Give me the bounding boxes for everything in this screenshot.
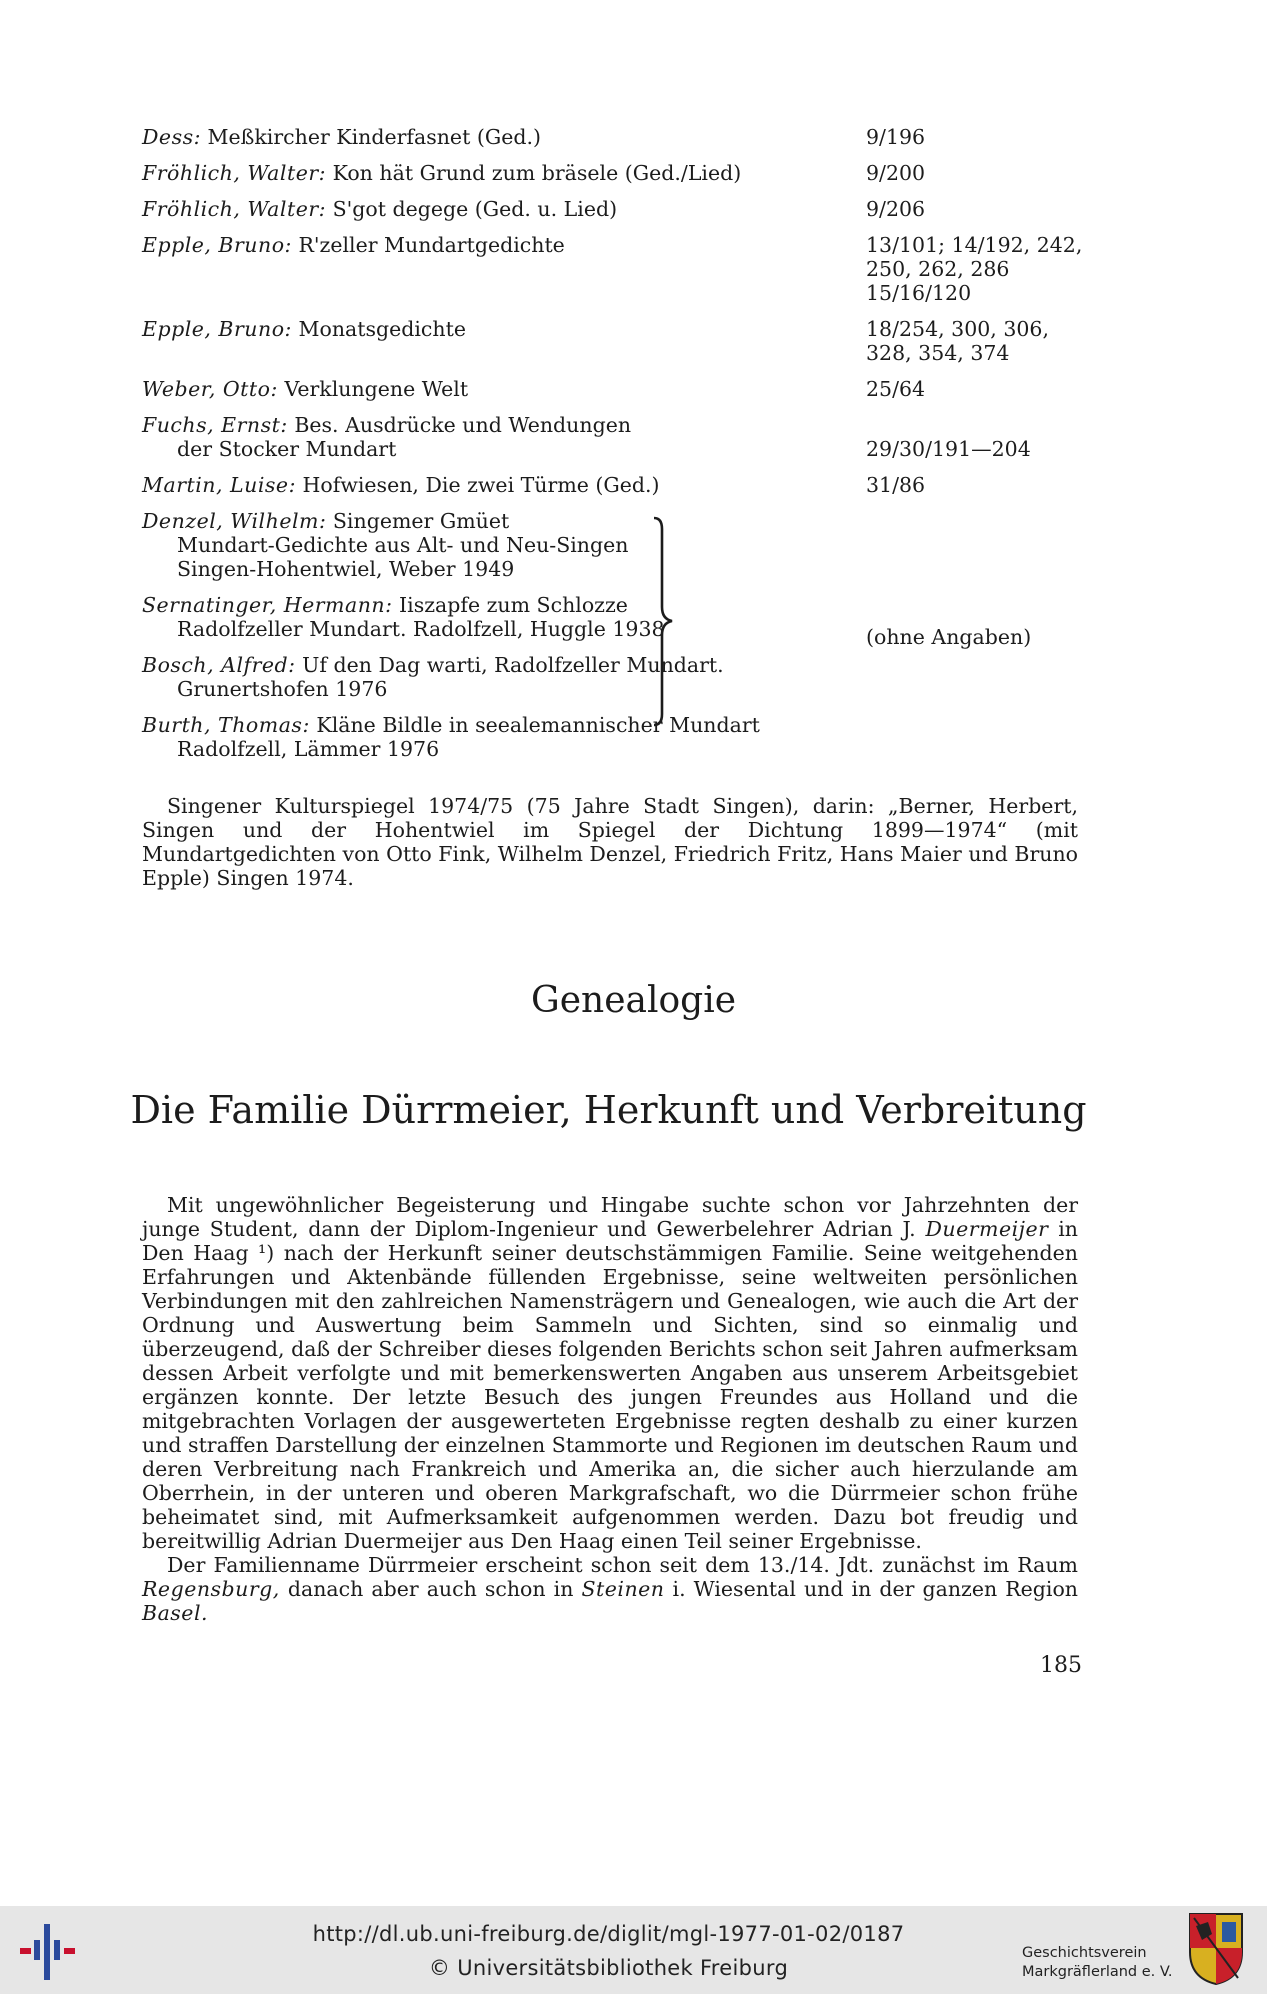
text-run-italic: Basel. bbox=[142, 1601, 209, 1625]
bibliography-entry bbox=[142, 233, 1082, 305]
bibliography-entry bbox=[142, 413, 1082, 461]
entry-reference: 9/206 bbox=[866, 197, 926, 221]
bibliography-entry bbox=[142, 317, 1082, 365]
entry-author: Sernatinger, Hermann: bbox=[142, 593, 393, 617]
entry-reference: 9/200 bbox=[866, 161, 926, 185]
coat-of-arms-icon bbox=[1188, 1912, 1244, 1986]
entry-author: Epple, Bruno: bbox=[142, 317, 292, 341]
viewer-footer bbox=[0, 1906, 1267, 1994]
curly-brace-icon bbox=[652, 515, 792, 728]
text-run: in Den Haag ¹) nach der Herkunft seiner deutschstämmigen Familie. Seine weitgehenden Erfahrungen und Aktenbände füllenden Ergebnisse, seine weltweiten persönlichen Verbindungen mit den zahlreichen Namensträgern und Genealogen, wie auch die Art der Ordnung und Auswertung beim Sammeln und Sichten, sind so einmalig und überzeugend, daß der Schreiber dieses folgenden Berichts schon seit Jahren aufmerksam dessen Arbeit verfolgte und mit bemerkenswerten Angaben aus unserem Arbeitsgebiet ergänzen konnte. Der letzte Besuch des jungen Freundes aus Holland und die mitgebrachten Vorlagen der ausgewerteten Ergebnisse regten deshalb zu einer kurzen und straffen Darstellung der einzelnen Stammorte und Regionen im deutschen Raum und deren Verbreitung nach Frankreich und Amerika an, die sicher auch hierzulande am Oberrhein, in der unteren und oberen Markgrafschaft, wo die Dürrmeier schon frühe beheimatet sind, mit Aufmerksamkeit aufgenommen werden. Dazu bot freudig und bereitwillig Adrian Duermeijer aus Den Haag einen Teil seiner Ergebnisse. bbox=[142, 1217, 1078, 1553]
entry-continuation: der Stocker Mundart bbox=[177, 437, 397, 461]
entry-title: Meßkircher Kinderfasnet (Ged.) bbox=[207, 125, 541, 149]
reference-line: 13/101; 14/192, 242, bbox=[866, 233, 1083, 257]
entry-continuation: Mundart-Gedichte aus Alt- und Neu-Singen bbox=[177, 533, 629, 557]
bibliography-entry-grouped bbox=[142, 653, 1082, 701]
entry-title: Verklungene Welt bbox=[284, 377, 469, 401]
reference-line: 15/16/120 bbox=[866, 281, 972, 305]
entry-author: Epple, Bruno: bbox=[142, 233, 292, 257]
paragraph-text: Singener Kulturspiegel 1974/75 (75 Jahre Stadt Singen), darin: „Berner, Herbert, Singen und der Hohentwiel im Spiegel der Dichtung 1899—1974“ (mit Mundartgedichten von Otto Fink, Wilhelm Denzel, Friedrich Fritz, Hans Maier und Bruno Epple) Singen 1974. bbox=[142, 794, 1078, 890]
text-run: danach aber auch schon in bbox=[279, 1577, 582, 1601]
text-run: Mit ungewöhnlicher Begeisterung und Hingabe suchte schon vor Jahrzehnten der junge Student, dann der Diplom-Ingenieur und Gewerbelehrer Adrian J. bbox=[142, 1193, 1078, 1241]
entry-title: Kläne Bildle in seealemannischer Mundart bbox=[316, 713, 760, 737]
bibliography-entry bbox=[142, 197, 1082, 221]
text-run: i. Wiesental und in der ganzen Region bbox=[664, 1577, 1078, 1601]
entry-continuation: Radolfzell, Lämmer 1976 bbox=[177, 737, 440, 761]
kulturspiegel-paragraph bbox=[142, 794, 1078, 890]
entry-continuation: Radolfzeller Mundart. Radolfzell, Huggle 1938 bbox=[177, 617, 665, 641]
text-run: Der Familienname Dürrmeier erscheint schon seit dem 13./14. Jdt. zunächst im Raum bbox=[167, 1553, 1078, 1577]
entry-title: Hofwiesen, Die zwei Türme (Ged.) bbox=[302, 473, 660, 497]
text-run-italic: Regensburg, bbox=[142, 1577, 280, 1601]
bibliography-list bbox=[142, 125, 1082, 773]
copyright-notice: © Universitätsbibliothek Freiburg bbox=[428, 1956, 789, 1980]
body-paragraph bbox=[142, 1553, 1078, 1625]
document-url-link[interactable]: http://dl.ub.uni-freiburg.de/diglit/mgl-1977-01-02/0187 bbox=[312, 1922, 905, 1946]
bibliography-entry-grouped bbox=[142, 713, 1082, 761]
entry-reference bbox=[866, 233, 1096, 305]
bibliography-entry bbox=[142, 377, 1082, 401]
entry-title: Kon hät Grund zum bräsele (Ged./Lied) bbox=[332, 161, 742, 185]
text-run-italic: Duermeijer bbox=[925, 1217, 1049, 1241]
entry-title: Bes. Ausdrücke und Wendungen bbox=[294, 413, 632, 437]
entry-author: Weber, Otto: bbox=[142, 377, 278, 401]
page-number: 185 bbox=[1040, 1653, 1082, 1678]
bibliography-entry bbox=[142, 161, 1082, 185]
entry-author: Denzel, Wilhelm: bbox=[142, 509, 327, 533]
entry-author: Fuchs, Ernst: bbox=[142, 413, 288, 437]
article-body bbox=[142, 1193, 1078, 1625]
entry-author: Fröhlich, Walter: bbox=[142, 197, 327, 221]
entry-author: Dess: bbox=[142, 125, 202, 149]
entry-author: Burth, Thomas: bbox=[142, 713, 310, 737]
article-title: Die Familie Dürrmeier, Herkunft und Verbreitung bbox=[130, 1088, 1087, 1132]
text-run-italic: Steinen bbox=[581, 1577, 665, 1601]
entry-title: Uf den Dag warti, Radolfzeller Mundart. bbox=[302, 653, 724, 677]
entry-reference: 9/196 bbox=[866, 125, 926, 149]
section-heading: Genealogie bbox=[530, 980, 737, 1021]
reference-line: 250, 262, 286 bbox=[866, 257, 1010, 281]
society-name bbox=[1022, 1944, 1173, 1982]
society-line: Geschichtsverein bbox=[1022, 1945, 1147, 1961]
entry-title: S'got degege (Ged. u. Lied) bbox=[332, 197, 618, 221]
entry-title: Monatsgedichte bbox=[298, 317, 466, 341]
entry-reference: 29/30/191—204 bbox=[866, 437, 1031, 461]
reference-line: 328, 354, 374 bbox=[866, 341, 1010, 365]
bibliography-entry bbox=[142, 125, 1082, 149]
entry-author: Bosch, Alfred: bbox=[142, 653, 296, 677]
bibliography-entry-grouped bbox=[142, 509, 1082, 581]
entry-title: R'zeller Mundartgedichte bbox=[298, 233, 565, 257]
entry-reference: 31/86 bbox=[866, 473, 926, 497]
body-paragraph bbox=[142, 1193, 1078, 1553]
entry-author: Fröhlich, Walter: bbox=[142, 161, 327, 185]
entry-continuation: Grunertshofen 1976 bbox=[177, 677, 388, 701]
entry-title: Singemer Gmüet bbox=[332, 509, 510, 533]
entry-reference bbox=[866, 317, 1096, 365]
society-line: Markgräflerland e. V. bbox=[1022, 1964, 1173, 1980]
reference-line: 18/254, 300, 306, bbox=[866, 317, 1049, 341]
entry-author: Martin, Luise: bbox=[142, 473, 296, 497]
entry-title: Iiszapfe zum Schlozze bbox=[399, 593, 628, 617]
entry-continuation: Singen-Hohentwiel, Weber 1949 bbox=[177, 557, 515, 581]
entry-reference: 25/64 bbox=[866, 377, 926, 401]
bibliography-entry bbox=[142, 473, 1082, 497]
grouped-reference: (ohne Angaben) bbox=[866, 625, 1032, 649]
